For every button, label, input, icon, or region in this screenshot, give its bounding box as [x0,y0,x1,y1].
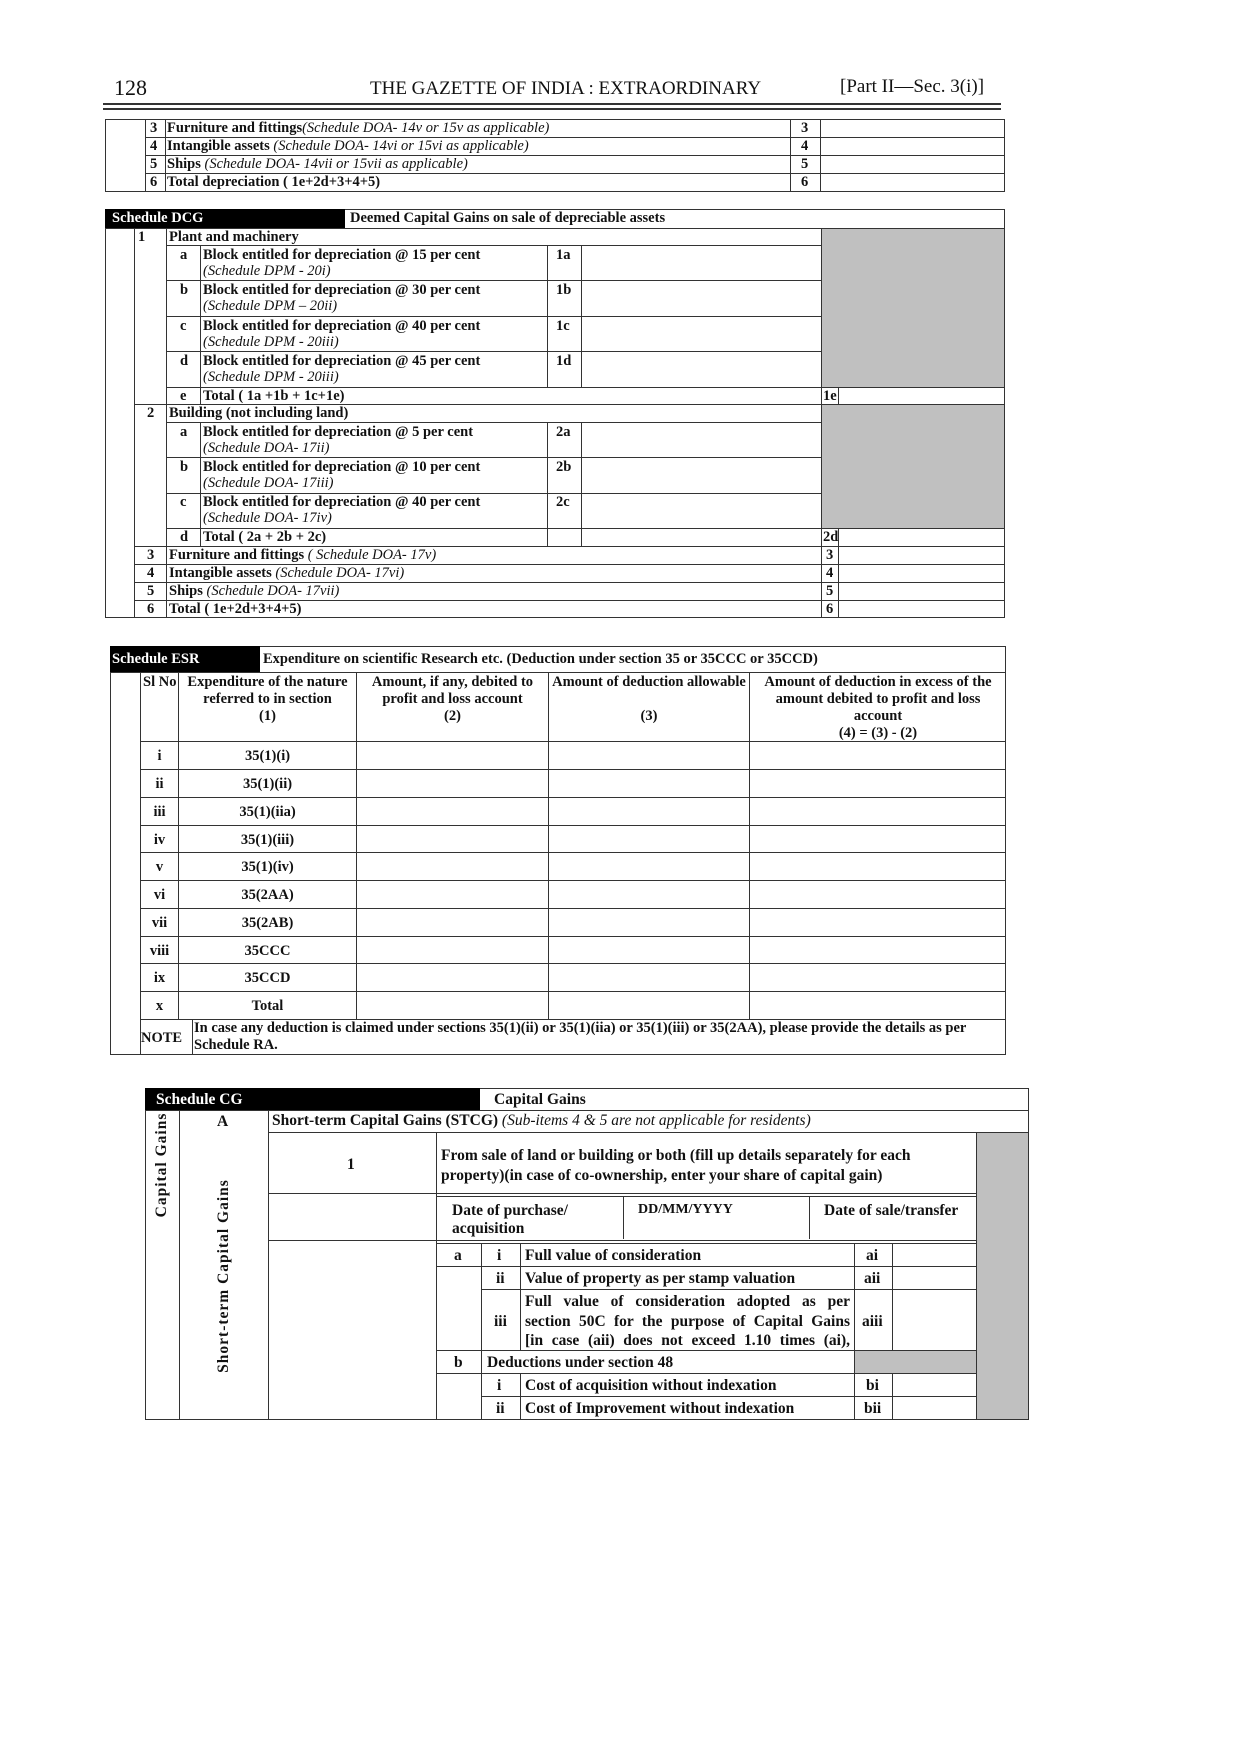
amount-debited-field[interactable] [358,993,547,1018]
item-ref: (Schedule DOA- 17ii) [203,440,330,456]
row-number: 3 [150,120,158,136]
amount-field[interactable] [840,529,1004,544]
amount-debited-field[interactable] [358,771,547,796]
item-label: Full value of consideration [525,1247,702,1264]
item-ref: (Schedule DPM – 20ii) [203,298,338,314]
row-label: Total depreciation ( 1e+2d+3+4+5) [167,174,381,190]
deduction-allowable-field[interactable] [550,799,748,824]
amount-field[interactable] [894,1246,975,1265]
item-label: Total ( 2a + 2b + 2c) [203,529,327,545]
item-code: 1c [556,318,570,334]
sl-no: v [155,859,164,875]
amount-field[interactable] [583,494,819,526]
item-letter: c [180,318,187,334]
amount-field[interactable] [840,388,1004,403]
header-rule [103,108,1001,110]
item-ref: (Schedule DOA- 17iii) [203,475,334,491]
amount-field[interactable] [894,1375,975,1395]
part-section: [Part II—Sec. 3(i)] [840,76,985,97]
row-code: 3 [801,120,809,136]
item-code: aii [864,1270,881,1287]
item-label: Value of property as per stamp valuation [525,1270,796,1287]
row-number: 4 [150,138,158,154]
item-ref: (Schedule DPM - 20iii) [203,334,339,350]
section-ref: 35CCC [244,943,291,959]
item-letter: e [180,388,187,404]
amount-field[interactable] [840,547,1004,563]
excess-deduction-field[interactable] [751,854,1005,879]
row-label: Total ( 1e+2d+3+4+5) [169,601,302,617]
schedule-title: Expenditure on scientific Research etc. (Deduction under section 35 or 35CCC or 35CCD) [263,651,818,667]
header-col1: Expenditure of the nature referred to in section (1) [187,674,348,724]
item-code: 2a [556,424,571,440]
row-code: 5 [801,156,809,172]
sl-no: x [155,998,164,1014]
amount-debited-field[interactable] [358,965,547,990]
deduction-allowable-field[interactable] [550,882,748,907]
item-code: 1a [556,247,571,263]
amount-debited-field[interactable] [358,743,547,768]
item-letter: b [180,282,189,298]
schedule-title: Capital Gains [494,1091,586,1108]
item-letter: b [180,459,189,475]
amount-debited-field[interactable] [358,938,547,963]
amount-field[interactable] [583,318,819,350]
section-number: 1 [138,229,146,245]
row-number: 3 [147,547,155,563]
section-ref: 35(1)(i) [244,748,291,764]
row-label: Furniture and fittings(Schedule DOA- 14v or 15v as applicable) [167,120,550,136]
amount-field[interactable] [840,565,1004,581]
section-letter: A [217,1113,229,1130]
amount-field[interactable] [583,353,819,385]
row-code: 3 [826,547,834,563]
amount-field[interactable] [583,282,819,314]
item-label: Block entitled for depreciation @ 40 per cent [203,494,481,510]
amount-field[interactable] [894,1268,975,1288]
row-number: 6 [150,174,158,190]
date-purchase-field[interactable]: DD/MM/YYYY [638,1202,733,1217]
item-label: Cost of Improvement without indexation [525,1400,795,1417]
excess-deduction-field[interactable] [751,743,1005,768]
amount-field[interactable] [840,583,1004,599]
sl-no: iii [153,804,166,820]
note-text: Schedule RA. [194,1037,278,1053]
excess-deduction-field[interactable] [751,938,1005,963]
note-label: NOTE [141,1030,183,1046]
section-ref: 35(1)(ii) [242,776,293,792]
section-ref: 35(1)(iv) [241,859,294,875]
item-roman: iii [494,1313,507,1330]
deduction-allowable-field[interactable] [550,938,748,963]
item-roman: i [497,1377,502,1394]
schedule-label: Schedule CG [156,1091,243,1108]
row-number: 5 [147,583,155,599]
row-code: 6 [801,174,809,190]
excess-deduction-field[interactable] [751,910,1005,935]
item-roman: ii [496,1270,505,1287]
schedule-label: Schedule ESR [112,651,200,667]
row-number: 4 [147,565,155,581]
date-purchase-label: acquisition [452,1220,525,1237]
amount-field[interactable] [894,1398,975,1419]
amount-field[interactable] [583,459,819,491]
item-code: 1b [556,282,572,298]
schedule-title: Deemed Capital Gains on sale of depreciable assets [350,210,666,226]
header-rule [103,103,1001,105]
item-label: Block entitled for depreciation @ 15 per cent [203,247,481,263]
section-ref: Total [251,998,284,1014]
row-code: 4 [826,565,834,581]
amount-field[interactable] [822,174,1004,190]
section-number: 2 [147,405,155,421]
item-ref: (Schedule DPM - 20iii) [203,369,339,385]
shaded-cell [822,405,1004,528]
item-label: Total ( 1a +1b + 1c+1e) [203,388,345,404]
deduction-allowable-field[interactable] [550,771,748,796]
item-roman: i [497,1247,502,1264]
item-ref: (Schedule DPM - 20i) [203,263,331,279]
item-description: From sale of land or building or both (fill up details separately for each [441,1147,911,1164]
item-letter: d [180,529,189,545]
item-code: bi [866,1377,879,1394]
excess-deduction-field[interactable] [751,993,1005,1018]
item-code: aiii [862,1313,883,1330]
item-letter: c [180,494,187,510]
header-slno: Sl No [143,674,177,690]
deduction-allowable-field[interactable] [550,743,748,768]
gazette-title: THE GAZETTE OF INDIA : EXTRAORDINARY [370,78,762,99]
amount-debited-field[interactable] [358,827,547,852]
sl-no: ii [155,776,164,792]
section-ref: 35(2AA) [241,887,294,903]
section-ref: 35(1)(iii) [240,832,295,848]
amount-debited-field[interactable] [358,799,547,824]
item-code: 1d [556,353,572,369]
sl-no: viii [149,943,170,959]
shaded-cell [822,229,1004,387]
item-label: Deductions under section 48 [487,1354,674,1371]
row-code: 5 [826,583,834,599]
excess-deduction-field[interactable] [751,882,1005,907]
item-label: Cost of acquisition without indexation [525,1377,777,1394]
deduction-allowable-field[interactable] [550,910,748,935]
row-label: Furniture and fittings ( Schedule DOA- 17v) [169,547,437,563]
amount-field[interactable] [583,247,819,279]
amount-field[interactable] [822,138,1004,154]
item-label: Block entitled for depreciation @ 10 per cent [203,459,481,475]
item-description: property)(in case of co-ownership, enter your share of capital gain) [441,1167,883,1184]
date-purchase-label: Date of purchase/ [452,1202,568,1219]
item-code: 2c [556,494,570,510]
item-code: bii [864,1400,882,1417]
row-label: Intangible assets (Schedule DOA- 14vi or 15vi as applicable) [167,138,529,154]
item-code: ai [866,1247,879,1264]
row-code: 6 [826,601,834,617]
row-label: Ships (Schedule DOA- 14vii or 15vii as applicable) [167,156,468,172]
row-number: 5 [150,156,158,172]
deduction-allowable-field[interactable] [550,854,748,879]
vertical-label-stcg: Short-term Capital Gains [215,1179,232,1373]
item-letter: b [454,1354,463,1371]
amount-field[interactable] [822,120,1004,136]
item-label: Full value of consideration adopted as per section 50C for the purpose of Capital Gains [in case (aii) does not exceed 1.10 times (ai), [525,1293,850,1349]
shaded-cell [977,1133,1028,1419]
excess-deduction-field[interactable] [751,965,1005,990]
item-number: 1 [347,1156,355,1173]
item-roman: ii [496,1400,505,1417]
date-sale-label: Date of sale/transfer [824,1202,959,1219]
sl-no: vi [153,887,166,903]
sl-no: i [157,748,162,764]
row-label: Intangible assets (Schedule DOA- 17vi) [169,565,405,581]
item-label: Block entitled for depreciation @ 45 per cent [203,353,481,369]
section-ref: 35CCD [244,970,291,986]
sl-no: iv [153,832,166,848]
header-col4: Amount of deduction in excess of the amount debited to profit and loss account (4) = (3) - (2) [764,674,992,741]
excess-deduction-field[interactable] [751,827,1005,852]
item-code: 2d [823,529,839,545]
item-label: Block entitled for depreciation @ 40 per cent [203,318,481,334]
amount-field[interactable] [822,156,1004,172]
item-letter: a [180,424,188,440]
sl-no: ix [153,970,166,986]
section-ref: 35(1)(iia) [239,804,296,820]
amount-debited-field[interactable] [358,882,547,907]
item-label: Block entitled for depreciation @ 30 per cent [203,282,481,298]
schedule-label: Schedule DCG [112,210,204,226]
item-code: 2b [556,459,572,475]
item-ref: (Schedule DOA- 17iv) [203,510,332,526]
section-label: Building (not including land) [169,405,349,421]
page-number: 128 [114,75,147,100]
sl-no: vii [151,915,168,931]
item-label: Block entitled for depreciation @ 5 per cent [203,424,474,440]
row-code: 4 [801,138,809,154]
deduction-allowable-field[interactable] [550,965,748,990]
header-col2: Amount, if any, debited to profit and loss account (2) [371,674,534,724]
shaded-cell [855,1351,976,1373]
item-code: 1e [823,388,837,404]
section-label: Short-term Capital Gains (STCG) (Sub-items 4 & 5 are not applicable for residents) [272,1112,811,1129]
excess-deduction-field[interactable] [751,799,1005,824]
item-letter: a [454,1247,462,1264]
section-ref: 35(2AB) [241,915,294,931]
deduction-allowable-field[interactable] [550,827,748,852]
row-label: Ships (Schedule DOA- 17vii) [169,583,340,599]
amount-debited-field[interactable] [358,910,547,935]
amount-field[interactable] [894,1291,975,1349]
row-number: 6 [147,601,155,617]
item-letter: a [180,247,188,263]
amount-field[interactable] [583,424,819,456]
amount-debited-field[interactable] [358,854,547,879]
excess-deduction-field[interactable] [751,771,1005,796]
note-text: In case any deduction is claimed under sections 35(1)(ii) or 35(1)(iia) or 35(1)(iii) or 35(2AA), please provide the details as per [194,1020,967,1036]
section-label: Plant and machinery [169,229,299,245]
item-letter: d [180,353,189,369]
vertical-label-capital-gains: Capital Gains [153,1112,170,1218]
amount-field[interactable] [840,601,1004,617]
deduction-allowable-field[interactable] [550,993,748,1018]
header-col3: Amount of deduction allowable (3) [552,674,746,724]
